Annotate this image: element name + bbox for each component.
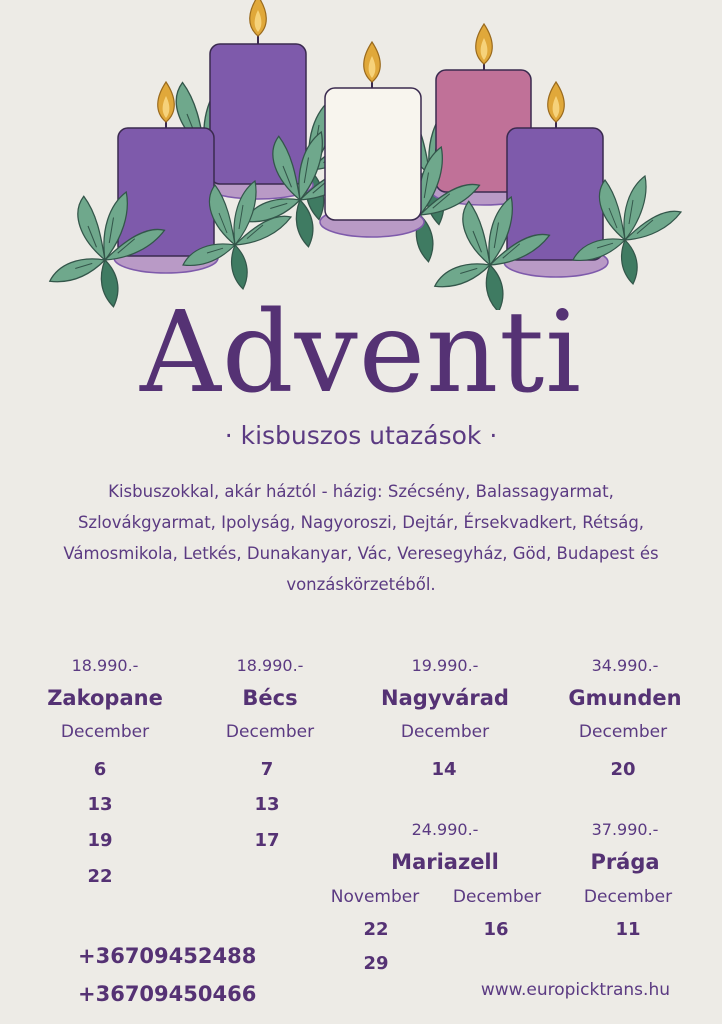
- intro-text: Kisbuszokkal, akár háztól - házig: Szécsény, Balassagyarmat, Szlovákgyarmat, Ipolyság, Nagyoroszi, Dejtár, Érsekvadkert, Rétság, Vámosmikola, Letkés, Dunakanyar, Vác, Veresegyház, Göd, Budapest és vonzáskörzetéből.: [63, 482, 659, 594]
- trip-date: 20: [610, 759, 636, 780]
- trip-date: 13: [254, 794, 280, 815]
- trip-month: December: [578, 722, 668, 742]
- trip-date: 22: [363, 919, 389, 940]
- trip-month: December: [225, 722, 315, 742]
- trip-date: 11: [615, 919, 641, 940]
- trip-city: Nagyvárad: [381, 686, 509, 710]
- trip-date: 22: [87, 866, 113, 887]
- trip-month: December: [452, 887, 542, 907]
- trip-price: 37.990.-: [591, 820, 659, 839]
- trip-date: 17: [254, 830, 280, 851]
- trip-city: Zakopane: [47, 686, 163, 710]
- trip-city: Gmunden: [568, 686, 682, 710]
- trip-city: Bécs: [242, 686, 298, 710]
- phone-number[interactable]: +36709452488: [78, 944, 257, 968]
- trip-date: 16: [483, 919, 509, 940]
- candle-flame-icon: [250, 0, 267, 36]
- trip-date: 7: [260, 759, 274, 780]
- trip-city: Mariazell: [391, 850, 499, 874]
- trip-date: 19: [87, 830, 113, 851]
- subtitle: · kisbuszos utazások ·: [224, 421, 498, 450]
- trip-month: December: [400, 722, 490, 742]
- trip-city: Prága: [590, 850, 660, 874]
- trip-date: 13: [87, 794, 113, 815]
- advent-wreath-illustration: [0, 0, 722, 310]
- trip-month: November: [330, 887, 420, 907]
- trip-date: 29: [363, 953, 389, 974]
- trip-date: 6: [93, 759, 107, 780]
- trip-price: 18.990.-: [236, 656, 304, 675]
- trip-date: 14: [431, 759, 457, 780]
- phone-number[interactable]: +36709450466: [78, 982, 257, 1006]
- trip-price: 24.990.-: [411, 820, 479, 839]
- trip-price: 34.990.-: [591, 656, 659, 675]
- page-title: Adventi: [139, 288, 583, 418]
- trip-price: 19.990.-: [411, 656, 479, 675]
- trip-price: 18.990.-: [71, 656, 139, 675]
- website-link[interactable]: www.europicktrans.hu: [480, 980, 670, 1000]
- trip-month: December: [60, 722, 150, 742]
- trip-month: December: [583, 887, 673, 907]
